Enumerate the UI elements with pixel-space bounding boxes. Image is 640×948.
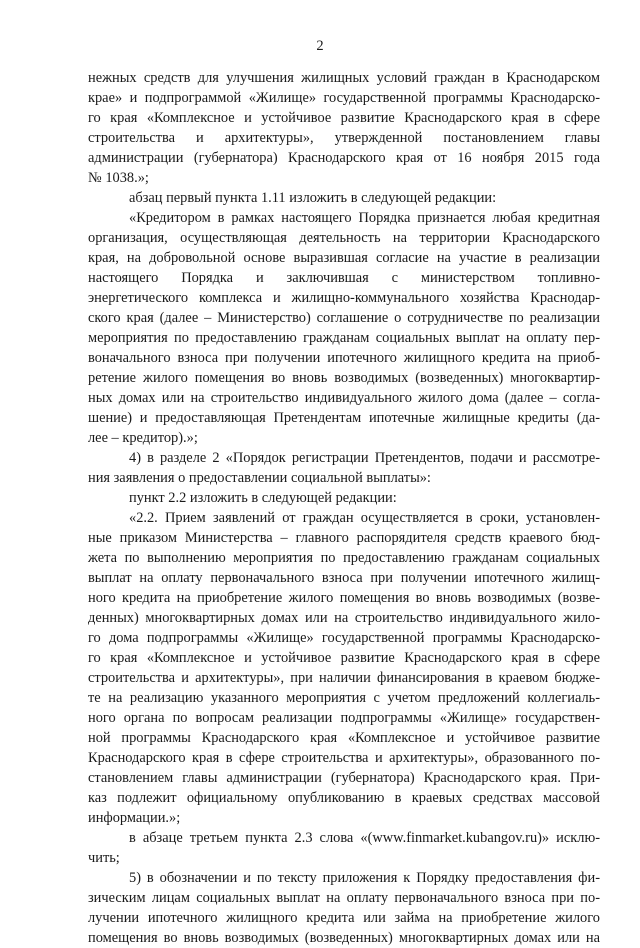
- text-line: денных) многоквартирных домах или на строительство индивидуального жило-: [88, 610, 600, 626]
- text-line: № 1038.»;: [88, 170, 149, 186]
- text-line: ского края (далее – Министерство) соглашение о сотрудничестве по реализации: [88, 310, 600, 326]
- text-line: выплат на оплату первоначального взноса при получении ипотечного жилищ-: [88, 570, 600, 586]
- text-line: го дома подпрограммы «Жилище» государственной программы Краснодарско-: [88, 630, 600, 646]
- text-line: 4) в разделе 2 «Порядок регистрации Претендентов, подачи и рассмотре-: [129, 450, 600, 466]
- text-line: абзац первый пункта 1.11 изложить в следующей редакции:: [129, 190, 497, 206]
- text-line: ного органа по вопросам реализации подпрограммы «Жилище» государствен-: [88, 710, 600, 726]
- text-line: го края «Комплексное и устойчивое развитие Краснодарского края в сфере: [88, 110, 600, 126]
- text-line: ных домах или на строительство индивидуального жилого дома (далее – согла-: [88, 390, 600, 406]
- text-line: жета по выполнению мероприятия по предоставлению гражданам социальных: [88, 550, 600, 566]
- text-line: ния заявления о предоставлении социальной выплаты»:: [88, 470, 431, 486]
- text-line: администрации (губернатора) Краснодарского края от 16 ноября 2015 года: [88, 150, 600, 166]
- text-line: строительства и архитектуры», при наличии финансирования в краевом бюдже-: [88, 670, 600, 686]
- text-line: лее – кредитор).»;: [88, 430, 198, 446]
- text-line: чить;: [88, 850, 120, 866]
- text-line: зическим лицам социальных выплат на оплату первоначального взноса при по-: [88, 890, 600, 906]
- text-line: каз подлежит официальному опубликованию в краевых средствах массовой: [88, 790, 600, 806]
- text-line: ного кредита на приобретение жилого помещения во вновь возводимых (возве-: [88, 590, 600, 606]
- text-line: мероприятия по предоставлению гражданам социальных выплат на оплату пер-: [88, 330, 600, 346]
- text-line: пункт 2.2 изложить в следующей редакции:: [129, 490, 397, 506]
- text-line: информации.»;: [88, 810, 181, 826]
- text-line: организация, осуществляющая деятельность на территории Краснодарского: [88, 230, 600, 246]
- text-line: Краснодарского края в сфере строительства и архитектуры», образованного по-: [88, 750, 600, 766]
- text-line: ной программы Краснодарского края «Комплексное и устойчивое развитие: [88, 730, 600, 746]
- text-line: становлением главы администрации (губернатора) Краснодарского края. При-: [88, 770, 600, 786]
- text-line: 5) в обозначении и по тексту приложения к Порядку предоставления фи-: [129, 870, 600, 886]
- text-line: крае» и подпрограммой «Жилище» государственной программы Краснодарско-: [88, 90, 600, 106]
- text-line: те на реализацию указанного мероприятия с учетом предложений коллегиаль-: [88, 690, 600, 706]
- text-line: лучении ипотечного жилищного кредита или займа на приобретение жилого: [88, 910, 600, 926]
- text-line: края, на добровольной основе выразившая согласие на участие в реализации: [88, 250, 600, 266]
- text-line: ретение жилого помещения во вновь возводимых (возведенных) многоквартир-: [88, 370, 600, 386]
- text-line: «2.2. Прием заявлений от граждан осуществляется в сроки, установлен-: [129, 510, 600, 526]
- text-line: энергетического комплекса и жилищно-коммунального хозяйства Краснодар-: [88, 290, 600, 306]
- text-line: шение) и предоставляющая Претендентам ипотечные жилищные кредиты (да-: [88, 410, 600, 426]
- page-number: 2: [316, 38, 324, 54]
- text-line: воначального взноса при получении ипотечного жилищного кредита на приоб-: [88, 350, 600, 366]
- text-line: помещения во вновь возводимых (возведенных) многоквартирных домах или на: [88, 930, 600, 946]
- text-line: строительства и архитектуры», утвержденной постановлением главы: [88, 130, 600, 146]
- text-line: нежных средств для улучшения жилищных условий граждан в Краснодарском: [88, 70, 600, 86]
- text-line: ные приказом Министерства – главного распорядителя средств краевого бюд-: [88, 530, 600, 546]
- text-line: «Кредитором в рамках настоящего Порядка признается любая кредитная: [129, 210, 600, 226]
- text-line: го края «Комплексное и устойчивое развитие Краснодарского края в сфере: [88, 650, 600, 666]
- text-line: настоящего Порядка и заключившая с министерством топливно-: [88, 270, 600, 286]
- document-body: [88, 68, 600, 948]
- text-line: в абзаце третьем пункта 2.3 слова «(www.finmarket.kubangov.ru)» исклю-: [129, 830, 600, 846]
